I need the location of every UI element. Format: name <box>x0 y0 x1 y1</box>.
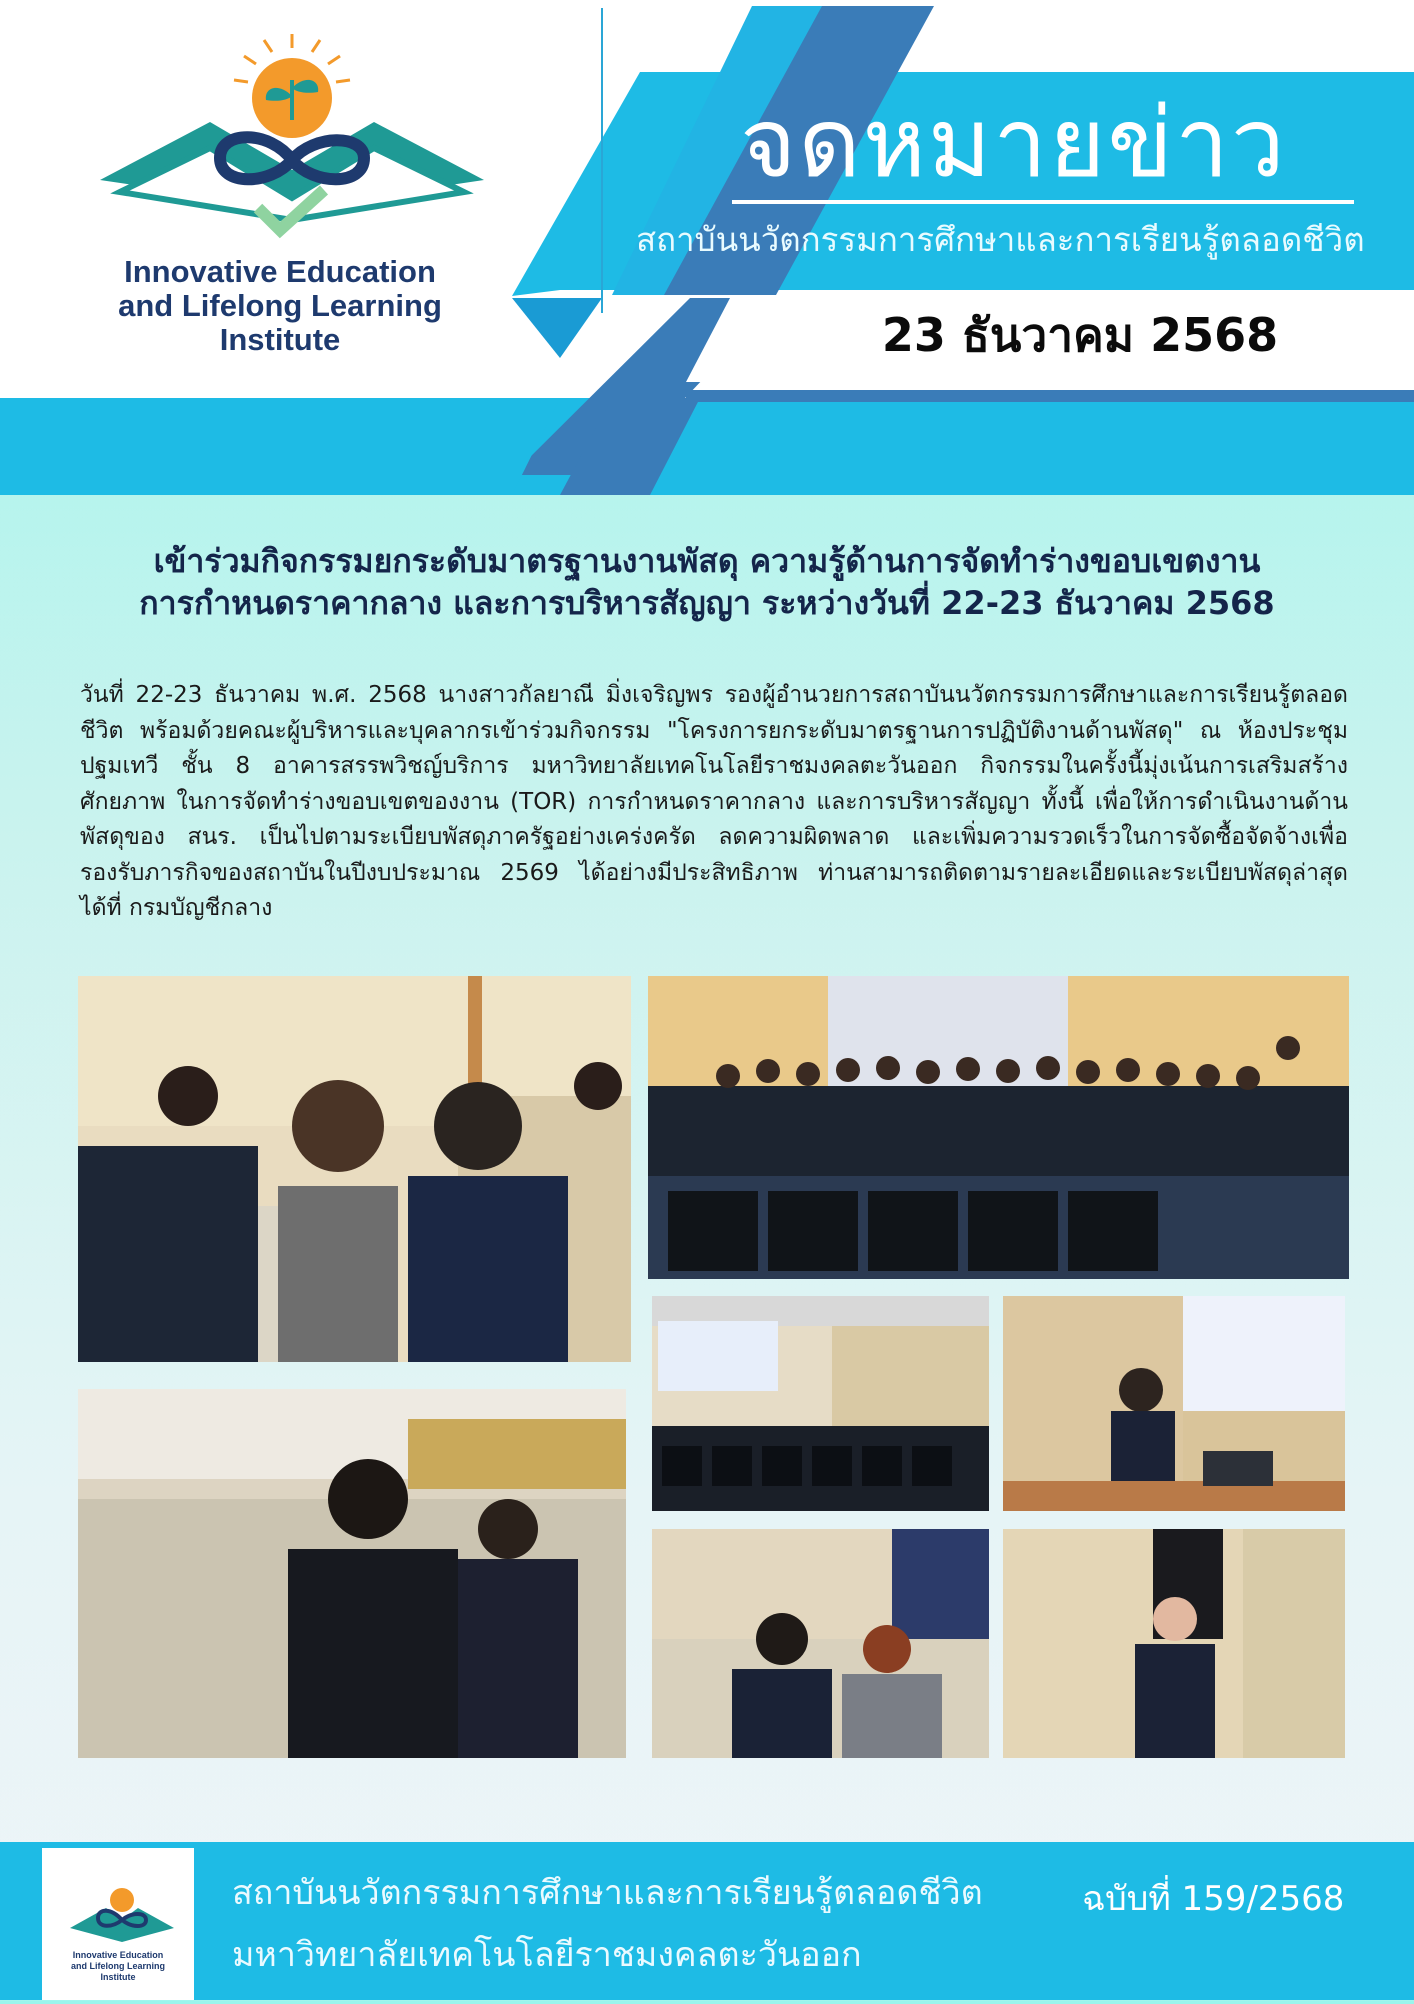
header-divider <box>601 8 603 313</box>
footer-university-name: มหาวิทยาลัยเทคโนโลยีราชมงคลตะวันออก <box>232 1935 862 1975</box>
footer-institute-name: สถาบันนวัตกรรมการศึกษาและการเรียนรู้ตลอดชีวิต <box>232 1873 983 1913</box>
logo-text-line-1: Innovative Education <box>124 254 436 289</box>
newsletter-header <box>0 0 1414 495</box>
newsletter-title: จดหมายข่าว <box>740 87 1287 199</box>
logo-text-line-3: Institute <box>219 322 341 357</box>
footer-logo-text-1: Innovative Education <box>72 1950 164 1960</box>
headline-line-1: เข้าร่วมกิจกรรมยกระดับมาตรฐานงานพัสดุ ความรู้ด้านการจัดทำร่างขอบเขตงาน <box>153 542 1261 580</box>
photo-lecture-hall <box>652 1296 989 1511</box>
footer-logo-text-2: and Lifelong Learning <box>71 1961 165 1971</box>
institute-logo <box>60 30 500 370</box>
title-underline <box>732 200 1354 204</box>
institute-logo-text <box>60 255 500 357</box>
article-body: วันที่ 22-23 ธันวาคม พ.ศ. 2568 นางสาวกัลยาณี มิ่งเจริญพร รองผู้อำนวยการสถาบันนวัตกรรมการศึกษาและการเรียนรู้ตลอดชีวิต พร้อมด้วยคณะผู้บริหารและบุคลากรเข้าร่วมกิจกรรม "โครงการยกระดับมาตรฐานการปฏิบัติงานด้านพัสดุ" ณ ห้องประชุมปฐมเทวี ชั้น 8 อาคารสรรพวิชญ์บริการ มหาวิทยาลัยเทคโนโลยีราชมงคลตะวันออก กิจกรรมในครั้งนี้มุ่งเน้นการเสริมสร้างศักยภาพ ในการจัดทำร่างขอบเขตของงาน (TOR) การกำหนดราคากลาง และการบริหารสัญญา ทั้งนี้ เพื่อให้การดำเนินงานด้านพัสดุของ สนร. เป็นไปตามระเบียบพัสดุภาครัฐอย่างเคร่งครัด ลดความผิดพลาด และเพิ่มความรวดเร็วในการจัดซื้อจัดจ้างเพื่อรองรับภารกิจของสถาบันในปีงบประมาณ 2569 ได้อย่างมีประสิทธิภาพ ท่านสามารถติดตามรายละเอียดและระเบียบพัสดุล่าสุดได้ที่ กรมบัญชีกลาง <box>80 682 1348 921</box>
header-institute-name: สถาบันนวัตกรรมการศึกษาและการเรียนรู้ตลอดชีวิต <box>636 220 1365 259</box>
article-headline <box>60 540 1354 624</box>
book-infinity-emblem <box>60 30 500 250</box>
photo-attendee-front <box>78 1389 626 1758</box>
photo-speaker-desk <box>1003 1296 1345 1511</box>
photo-young-attendees <box>652 1529 989 1758</box>
issue-date: 23 ธันวาคม 2568 <box>881 308 1279 362</box>
photo-attendees-seated <box>78 976 631 1362</box>
photo-group <box>648 976 1349 1279</box>
issue-number: ฉบับที่ 159/2568 <box>1082 1879 1345 1919</box>
headline-line-2: การกำหนดราคากลาง และการบริหารสัญญา ระหว่างวันที่ 22-23 ธันวาคม 2568 <box>139 584 1275 622</box>
logo-text-line-2: and Lifelong Learning <box>118 288 442 323</box>
footer-logo-text-3: Institute <box>100 1972 136 1982</box>
photo-speaker-standing <box>1003 1529 1345 1758</box>
footer-logo <box>42 1848 194 2000</box>
